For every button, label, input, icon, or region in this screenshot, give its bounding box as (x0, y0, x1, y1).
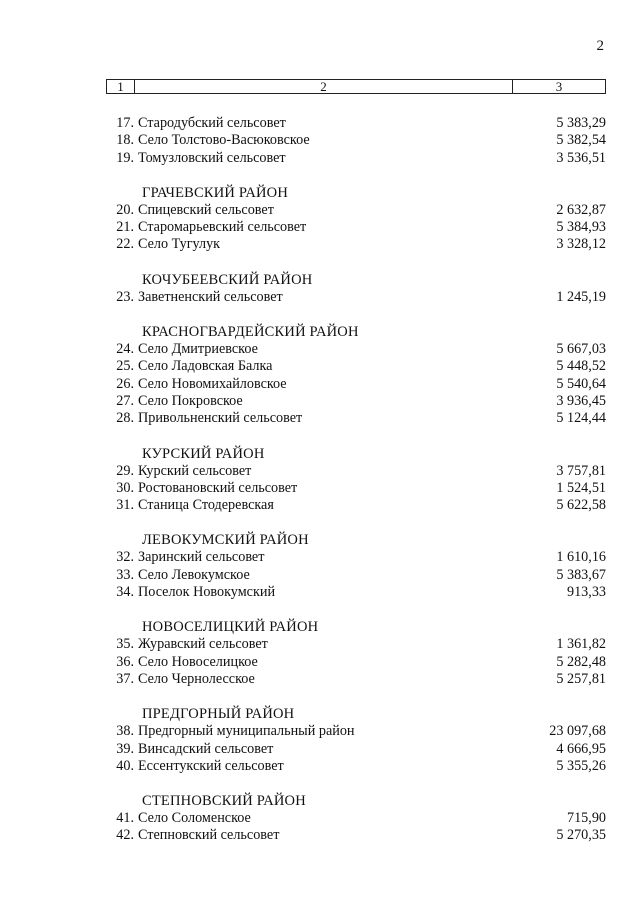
district-heading: ЛЕВОКУМСКИЙ РАЙОН (142, 532, 309, 549)
settlement-name: Степновский сельсовет (138, 827, 280, 844)
district-heading: КУРСКИЙ РАЙОН (142, 445, 265, 462)
settlement-name: Томузловский сельсовет (138, 149, 286, 166)
district-heading: СТЕПНОВСКИЙ РАЙОН (142, 793, 306, 810)
settlement-name: Село Толстово-Васюковское (138, 132, 310, 149)
amount-value: 5 282,48 (556, 653, 606, 670)
table-row (106, 115, 606, 132)
amount-value: 5 448,52 (556, 358, 606, 375)
column-header-1: 1 (107, 80, 135, 93)
settlement-list (106, 115, 606, 845)
column-header-3: 3 (555, 79, 563, 94)
table-row (106, 723, 606, 740)
settlement-name: Село Новомихайловское (138, 375, 287, 392)
row-number: 30. (116, 479, 134, 496)
column-header-2: 2 (135, 80, 513, 93)
amount-value: 5 270,35 (556, 827, 606, 844)
row-number: 36. (116, 653, 134, 670)
settlement-name: Село Покровское (138, 392, 243, 409)
amount-value: 5 622,58 (556, 497, 606, 514)
district-heading: КРАСНОГВАРДЕЙСКИЙ РАЙОН (142, 324, 359, 341)
settlement-name: Село Ладовская Балка (138, 358, 273, 375)
settlement-name: Предгорный муниципальный район (138, 723, 355, 740)
row-number: 25. (116, 358, 134, 375)
settlement-name: Винсадский сельсовет (138, 740, 274, 757)
table-row (106, 636, 606, 653)
row-number: 22. (116, 236, 134, 253)
table-row (106, 497, 606, 514)
district-group (106, 184, 606, 254)
row-number: 27. (116, 392, 134, 409)
settlement-name: Журавский сельсовет (138, 636, 268, 653)
district-group (106, 531, 606, 601)
table-row (106, 358, 606, 375)
table-row (106, 376, 606, 393)
district-group (106, 271, 606, 306)
row-number: 28. (116, 410, 134, 427)
settlement-name: Село Дмитриевское (138, 341, 258, 358)
row-number: 41. (116, 810, 134, 827)
table-row (106, 810, 606, 827)
table-row (106, 341, 606, 358)
row-number: 40. (116, 757, 134, 774)
row-number: 38. (116, 723, 134, 740)
row-number: 20. (116, 201, 134, 218)
table-row (106, 393, 606, 410)
settlement-name: Заринский сельсовет (138, 549, 265, 566)
row-number: 29. (116, 462, 134, 479)
settlement-name: Заветненский сельсовет (138, 288, 283, 305)
settlement-name: Станица Стодеревская (138, 497, 274, 514)
amount-value: 3 936,45 (556, 392, 606, 409)
row-number: 21. (116, 219, 134, 236)
table-row (106, 827, 606, 844)
row-number: 32. (116, 549, 134, 566)
table-row (106, 219, 606, 236)
amount-value: 715,90 (566, 810, 606, 827)
district-group (106, 792, 606, 845)
settlement-name: Курский сельсовет (138, 462, 252, 479)
table-row (106, 584, 606, 601)
settlement-name: Спицевский сельсовет (138, 201, 274, 218)
table-row (106, 671, 606, 688)
district-group (106, 705, 606, 775)
row-number: 42. (116, 827, 134, 844)
amount-value: 5 382,54 (556, 132, 606, 149)
settlement-name: Ростовановский сельсовет (138, 479, 298, 496)
row-number: 23. (116, 288, 134, 305)
district-group (106, 445, 606, 515)
table-row (106, 567, 606, 584)
amount-value: 2 632,87 (556, 201, 606, 218)
table-row (106, 741, 606, 758)
row-number: 19. (116, 149, 134, 166)
settlement-name: Поселок Новокумский (138, 584, 276, 601)
settlement-name: Старомарьевский сельсовет (138, 219, 307, 236)
amount-value: 1 610,16 (556, 549, 606, 566)
row-number: 35. (116, 636, 134, 653)
amount-value: 5 257,81 (556, 670, 606, 687)
amount-value: 23 097,68 (549, 723, 606, 740)
amount-value: 5 124,44 (556, 410, 606, 427)
row-number: 26. (116, 375, 134, 392)
amount-value: 1 524,51 (556, 479, 606, 496)
column-header-row (106, 79, 606, 94)
row-number: 31. (116, 497, 134, 514)
amount-value: 5 383,67 (556, 566, 606, 583)
settlement-name: Стародубский сельсовет (138, 115, 286, 131)
district-group (106, 618, 606, 688)
row-number: 18. (116, 132, 134, 149)
table-row (106, 150, 606, 167)
district-heading: КОЧУБЕЕВСКИЙ РАЙОН (142, 271, 313, 288)
row-number: 24. (116, 341, 134, 358)
table-row (106, 480, 606, 497)
district-group (106, 323, 606, 427)
row-number: 17. (116, 115, 134, 131)
table-row (106, 463, 606, 480)
amount-value: 5 383,29 (556, 115, 606, 131)
settlement-name: Ессентукский сельсовет (138, 757, 284, 774)
table-row (106, 549, 606, 566)
amount-value: 913,33 (566, 584, 606, 601)
settlement-name: Село Соломенское (138, 810, 251, 827)
table-row (106, 202, 606, 219)
amount-value: 1 245,19 (556, 288, 606, 305)
amount-value: 4 666,95 (556, 740, 606, 757)
settlement-name: Село Тугулук (138, 236, 221, 253)
amount-value: 3 328,12 (556, 236, 606, 253)
table-row (106, 236, 606, 253)
settlement-name: Село Левокумское (138, 566, 250, 583)
table-row (106, 410, 606, 427)
table-row (106, 289, 606, 306)
amount-value: 5 384,93 (556, 219, 606, 236)
amount-value: 5 667,03 (556, 341, 606, 358)
row-number: 33. (116, 566, 134, 583)
amount-value: 3 536,51 (556, 149, 606, 166)
amount-value: 3 757,81 (556, 462, 606, 479)
district-heading: ПРЕДГОРНЫЙ РАЙОН (142, 706, 295, 723)
district-heading: ГРАЧЕВСКИЙ РАЙОН (142, 184, 289, 201)
district-heading: НОВОСЕЛИЦКИЙ РАЙОН (142, 619, 319, 636)
amount-value: 5 355,26 (556, 757, 606, 774)
row-number: 39. (116, 740, 134, 757)
table-row (106, 654, 606, 671)
district-group (106, 115, 606, 167)
amount-value: 1 361,82 (556, 636, 606, 653)
settlement-name: Привольненский сельсовет (138, 410, 303, 427)
table-row (106, 132, 606, 149)
table-row (106, 758, 606, 775)
settlement-name: Село Новоселицкое (138, 653, 258, 670)
amount-value: 5 540,64 (556, 375, 606, 392)
settlement-name: Село Чернолесское (138, 670, 255, 687)
row-number: 37. (116, 670, 134, 687)
row-number: 34. (116, 584, 134, 601)
page-number: 2 (596, 38, 604, 54)
